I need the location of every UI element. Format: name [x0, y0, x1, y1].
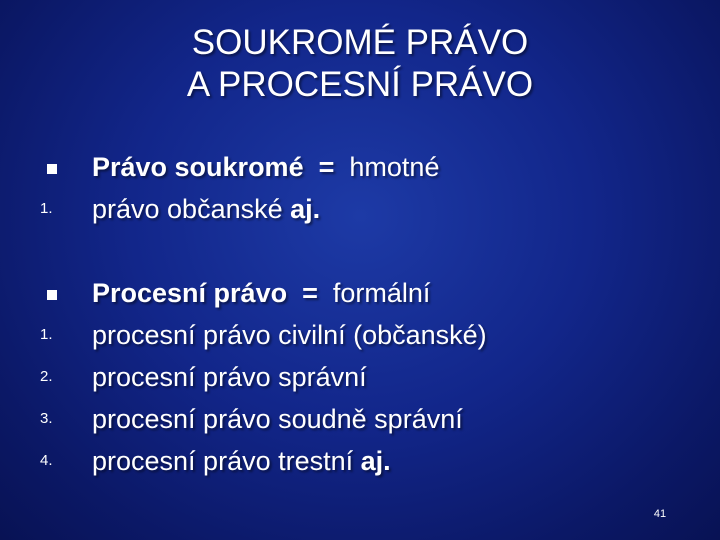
list-number: 1. [40, 200, 53, 217]
section-2-heading [0, 274, 720, 312]
list-item [0, 190, 720, 228]
heading-2-equals: = [302, 278, 318, 308]
heading-1-term: Právo soukromé [92, 152, 304, 182]
heading-2-definition: formální [332, 278, 431, 308]
heading-2-term: Procesní právo [92, 278, 288, 308]
title-line-2: A PROCESNÍ PRÁVO [186, 65, 534, 104]
list-number: 1. [40, 326, 53, 343]
list-item [0, 358, 720, 396]
section-1-heading [0, 148, 720, 186]
square-bullet-icon [47, 290, 57, 300]
list-item [0, 316, 720, 354]
list-item-suffix: aj. [360, 446, 391, 476]
list-number: 4. [40, 452, 53, 469]
square-bullet-icon [47, 164, 57, 174]
page-number: 41 [653, 508, 667, 520]
list-item-text: procesní právo správní [92, 362, 367, 392]
list-item-text: procesní právo trestní [92, 446, 354, 476]
list-item-text: právo občanské [92, 194, 283, 224]
heading-1-definition: hmotné [349, 152, 440, 182]
slide-title [0, 22, 720, 106]
list-item-text: procesní právo civilní (občanské) [92, 320, 487, 350]
list-item-suffix: aj. [290, 194, 321, 224]
heading-1-equals: = [318, 152, 335, 182]
list-number: 2. [40, 368, 53, 385]
list-number: 3. [40, 410, 53, 427]
title-line-1: SOUKROMÉ PRÁVO [191, 23, 529, 62]
list-item [0, 400, 720, 438]
list-item-text: procesní právo soudně správní [92, 404, 463, 434]
list-item [0, 442, 720, 480]
